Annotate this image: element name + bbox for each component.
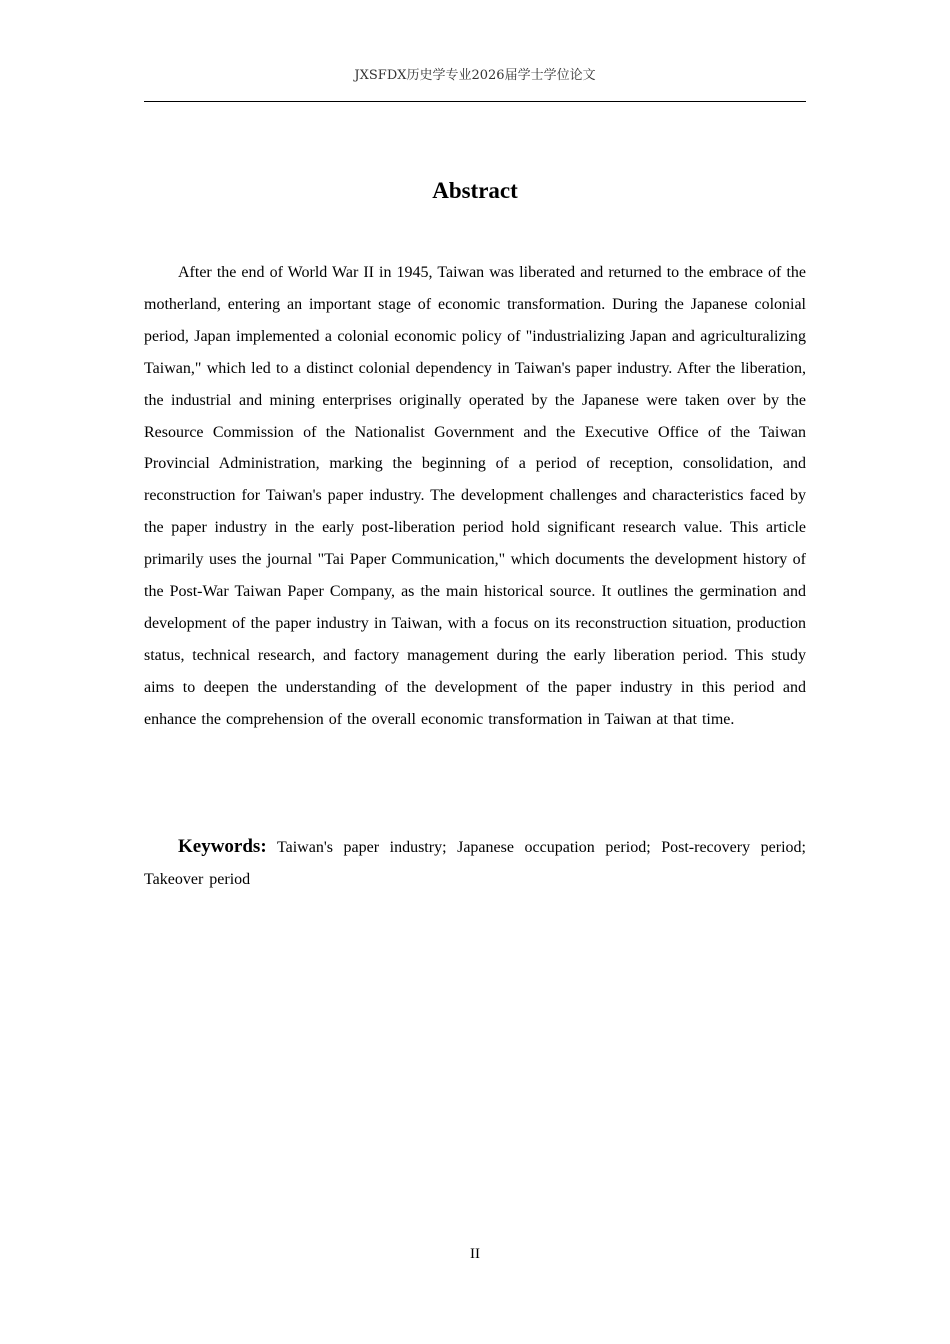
keywords-label: Keywords: (178, 836, 267, 857)
abstract-body: After the end of World War II in 1945, Taiwan was liberated and returned to the embrace of the motherland, entering an important stage of economic transformation. During the Japanese colonial period, Japan implemented a colonial economic policy of "industrializing Japan and agriculturalizing Taiwan," which led to a distinct colonial dependency in Taiwan's paper industry. After the liberation, the industrial and mining enterprises originally operated by the Japanese were taken over by the Resource Commission of the Nationalist Government and the Executive Office of the Taiwan Provincial Administration, marking the beginning of a period of reception, consolidation, and reconstruction for Taiwan's paper industry. The development challenges and characteristics faced by the paper industry in the early post-liberation period hold significant research value. This article primarily uses the journal "Tai Paper Communication," which documents the development history of the Post-War Taiwan Paper Company, as the main historical source. It outlines the germination and development of the paper industry in Taiwan, with a focus on its reconstruction situation, production status, technical research, and factory management during the early liberation period. This study aims to deepen the understanding of the development of the paper industry in this period and enhance the comprehension of the overall economic transformation in Taiwan at that time. (144, 264, 806, 728)
keywords-paragraph (144, 831, 806, 895)
page-number: II (470, 1246, 480, 1262)
running-header: JXSFDX历史学专业2026届学士学位论文 (354, 68, 596, 83)
abstract-title: Abstract (432, 178, 518, 203)
header-rule (144, 101, 806, 102)
keywords-list: Taiwan's paper industry; Japanese occupation period; Post-recovery period; Takeover period (144, 839, 806, 888)
